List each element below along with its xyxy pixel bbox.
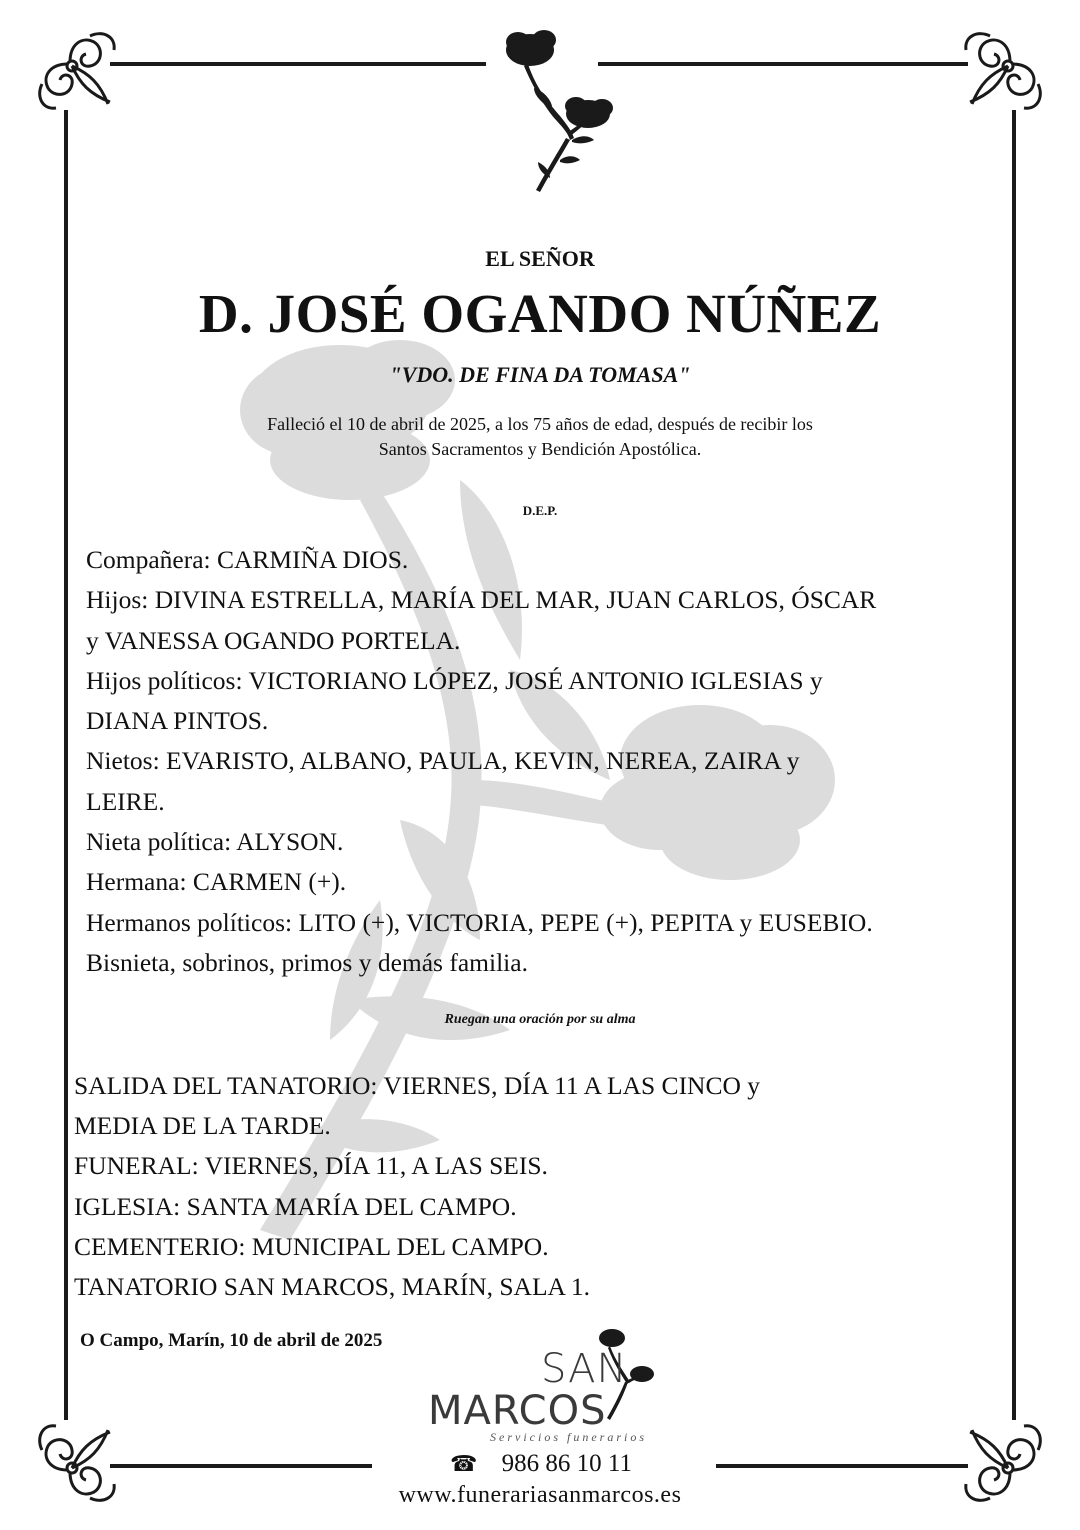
death-line-1: Falleció el 10 de abril de 2025, a los 75 años de edad, después de recibir los: [267, 414, 813, 434]
family-line: LEIRE.: [86, 786, 165, 816]
death-notice: [0, 412, 1080, 462]
event-line: IGLESIA: SANTA MARÍA DEL CAMPO.: [74, 1191, 517, 1221]
event-line: SALIDA DEL TANATORIO: VIERNES, DÍA 11 A LAS CINCO y: [74, 1071, 761, 1100]
website-link[interactable]: www.funerariasanmarcos.es: [398, 1482, 682, 1508]
frame-top-left: [110, 62, 486, 66]
logo-subtitle: Servicios funerarios: [490, 1430, 647, 1444]
nickname: "VDO. DE FINA DA TOMASA": [389, 362, 691, 387]
family-line: Hermana: CARMEN (+).: [86, 867, 347, 897]
corner-ornament-top-right-icon: [940, 24, 1050, 134]
family-line: y VANESSA OGANDO PORTELA.: [86, 625, 461, 655]
corner-ornament-top-left-icon: [30, 24, 140, 134]
phone-icon: ☎: [450, 1452, 478, 1477]
flower-ornament-icon: [490, 28, 620, 198]
family-line: Hijos: DIVINA ESTRELLA, MARÍA DEL MAR, JUAN CARLOS, ÓSCAR: [86, 585, 877, 615]
family-line: Compañera: CARMIÑA DIOS.: [86, 545, 409, 574]
place-date: O Campo, Marín, 10 de abril de 2025: [80, 1330, 383, 1351]
family-list: [86, 540, 1016, 983]
frame-bottom-left: [110, 1464, 372, 1468]
family-line: Nieta política: ALYSON.: [86, 827, 344, 857]
family-line: Bisnieta, sobrinos, primos y demás familia.: [86, 947, 528, 977]
frame-top-right: [598, 62, 968, 66]
logo-text-marcos: MARCOS: [428, 1388, 607, 1434]
event-line: TANATORIO SAN MARCOS, MARÍN, SALA 1.: [74, 1272, 591, 1302]
family-line: Hijos políticos: VICTORIANO LÓPEZ, JOSÉ ANTONIO IGLESIAS y: [86, 665, 823, 695]
family-line: DIANA PINTOS.: [86, 706, 269, 736]
phone-number[interactable]: [450, 1450, 632, 1478]
event-line: MEDIA DE LA TARDE.: [74, 1111, 331, 1141]
dep-label: D.E.P.: [522, 503, 558, 518]
event-line: FUNERAL: VIERNES, DÍA 11, A LAS SEIS.: [74, 1151, 548, 1181]
phone-text: 986 86 10 11: [501, 1450, 632, 1477]
deceased-name: D. JOSÉ OGANDO NÚÑEZ: [198, 283, 882, 344]
prayer-text: Ruegan una oración por su alma: [444, 1012, 636, 1027]
death-line-2: Santos Sacramentos y Bendición Apostólica.: [378, 439, 702, 459]
events-list: [74, 1066, 974, 1307]
subtitle: EL SEÑOR: [485, 246, 595, 271]
event-line: CEMENTERIO: MUNICIPAL DEL CAMPO.: [74, 1231, 549, 1261]
family-line: Nietos: EVARISTO, ALBANO, PAULA, KEVIN, NEREA, ZAIRA y: [86, 746, 800, 776]
logo-text-san: SAN: [541, 1346, 628, 1392]
frame-bottom-right: [716, 1464, 968, 1468]
family-line: Hermanos políticos: LITO (+), VICTORIA, PEPE (+), PEPITA y EUSEBIO.: [86, 907, 873, 937]
